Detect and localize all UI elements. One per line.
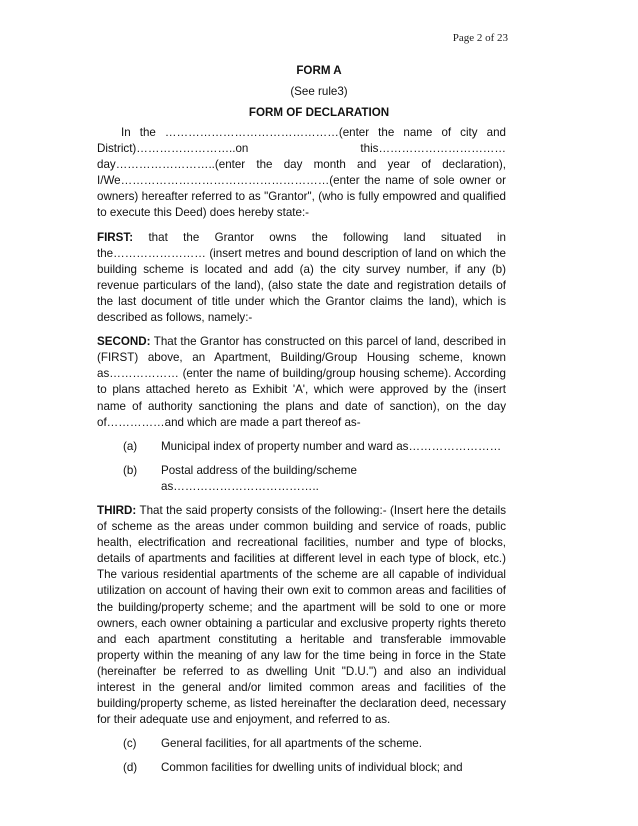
first-clause-text: that the Grantor owns the following land situated in the…………………… (insert metres and bound description of land on which the building scheme is located and add (a) the city survey number, if any (b) revenue particulars of the land), (also state the date and registration details of the last document of title under which the Grantor claims the land), which is described as follows, namely:- xyxy=(97,230,506,325)
page-number: Page 2 of 23 xyxy=(452,32,508,44)
third-clause-text: That the said property consists of the following:- (Insert here the details of scheme as the areas under common building and service of roads, public health, electrification and recreational facilities, number and type of blocks, details of apartments and facilities at different level in each type of block, etc.) The various residential apartments of the scheme are all capable of individual utilization on account of having their own exit to common areas and facilities of the building/property scheme; and the apartment will be sold to one or more owners, each owner obtaining a particular and exclusive property rights thereto and each apartment constituting a heritable and transferable immovable property within the meaning of any law for the time being in force in the State (hereinafter be referred to as dwelling Unit "D.U.") and also an individual interest in the general and/or limited common areas and facilities of the building/property scheme, as listed hereinafter the declaration deed, necessary for their adequate use and enjoyment, and referred to as. xyxy=(97,503,506,727)
second-clause-label: SECOND: xyxy=(97,335,151,349)
list-item-label: (c) xyxy=(123,737,137,751)
list-item-c xyxy=(97,736,506,752)
declaration-title: FORM OF DECLARATION xyxy=(248,106,390,119)
list-item-text: General facilities, for all apartments of the scheme. xyxy=(161,737,422,751)
list-item-label: (b) xyxy=(123,463,138,477)
first-clause xyxy=(97,230,506,327)
list-item-text: Common facilities for dwelling units of individual block; and xyxy=(161,761,463,775)
intro-paragraph: In the ………………………………………(enter the name of city and District)……………………..on this……………………………day……………………..(enter the day month and year of declaration), I/We………………………………………………(enter the name of sole owner or owners) hereafter referred to as "Grantor", (who is fully empowred and qualified to execute this Deed) does hereby state:- xyxy=(97,126,506,220)
list-item-label: (d) xyxy=(123,761,138,775)
list-item-text: Postal address of the building/scheme as……………………………….. xyxy=(161,463,357,493)
list-item-a xyxy=(97,439,506,455)
list-item-b xyxy=(97,463,506,495)
list-item-label: (a) xyxy=(123,439,138,453)
list-item-text: Municipal index of property number and ward as…………………… xyxy=(161,439,502,453)
third-clause xyxy=(97,503,506,728)
first-clause-label: FIRST: xyxy=(97,230,134,244)
form-title: FORM A xyxy=(296,64,342,77)
document-body xyxy=(97,125,506,784)
second-clause-text: That the Grantor has constructed on this parcel of land, described in (FIRST) above, an Apartment, Building/Group Housing scheme, known as……………… (enter the name of building/group housing scheme). According to plans attached hereto as Exhibit 'A', which were approved by the (insert name of authority sanctioning the plans and date of sanction), on the day of……………and which are made a part thereof as- xyxy=(97,335,506,429)
second-clause xyxy=(97,334,506,431)
rule-reference: (See rule3) xyxy=(290,85,348,98)
list-item-d xyxy=(97,760,506,776)
third-clause-label: THIRD: xyxy=(97,503,137,517)
